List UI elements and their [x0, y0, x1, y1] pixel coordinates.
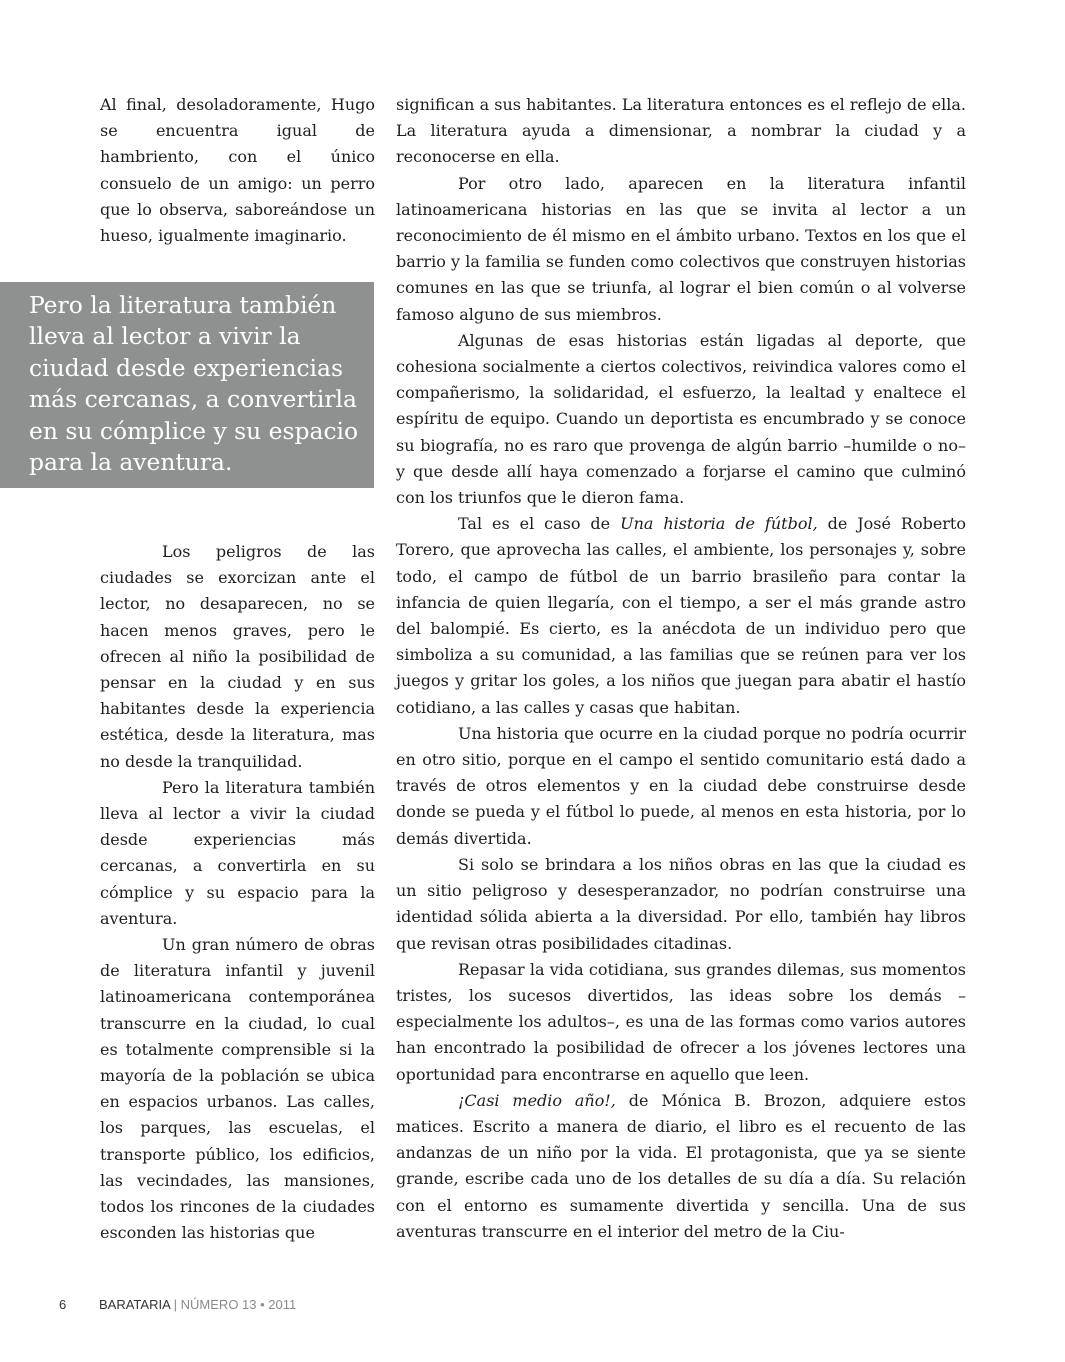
paragraph	[396, 511, 966, 721]
pull-quote-text: Pero la literatura también lleva al lector a vivir la ciudad desde experiencias más cercanas, a convertirla en su cómplice y su espacio para la aventura.	[29, 291, 359, 477]
issue-year: 2011	[268, 1297, 297, 1312]
text-run: de Mónica B. Brozon, adquiere estos matices. Escrito a manera de diario, el libro es el recuento de las andanzas de un niño por la vida. El protagonista, que ya se siente grande, escribe cada uno de los detalles de su día a día. Su relación con el entorno es sumamente divertida y sencilla. Una de sus aventuras transcurre en el interior del metro de la Ciu-	[396, 1090, 967, 1241]
paragraph: Un gran número de obras de literatura infantil y juvenil latinoamericana contemporánea transcurre en la ciudad, lo cual es totalmente comprensible si la mayoría de la población se ubica en espacios urbanos. Las calles, los parques, las escuelas, el transporte público, los edificios, las vecindades, las mansiones, todos los rincones de la ciudades esconden las historias que	[100, 935, 375, 1243]
paragraph: Por otro lado, aparecen en la literatura infantil latinoamericana historias en las que se invita al lector a un reconocimiento de él mismo en el ámbito urbano. Textos en los que el barrio y la familia se funden como colectivos que construyen historias comunes en las que se triunfa, al lograr el bien común o al volverse famoso alguno de sus miembros.	[396, 173, 966, 324]
magazine-name: BARATARIA	[99, 1297, 171, 1312]
footer-bullet: •	[256, 1297, 269, 1312]
left-column-bottom	[100, 539, 375, 1246]
paragraph: Si solo se brindara a los niños obras en las que la ciudad es un sitio peligroso y desesperanzador, no podrían construirse una identidad sólida abierta a la diversidad. Por ello, también hay libros que revisan otras posibilidades citadinas.	[396, 854, 966, 953]
pull-quote	[0, 282, 374, 488]
right-column	[396, 92, 966, 1245]
paragraph: significan a sus habitantes. La literatura entonces es el reflejo de ella. La literatura ayuda a dimensionar, a nombrar la ciudad y a reconocerse en ella.	[396, 95, 966, 167]
left-column-top	[100, 92, 375, 249]
paragraph: Los peligros de las ciudades se exorcizan ante el lector, no desaparecen, no se hacen menos graves, pero le ofrecen al niño la posibilidad de pensar en la ciudad y en sus habitantes desde la experiencia estética, desde la literatura, mas no desde la tranquilidad.	[100, 542, 375, 771]
text-run: Tal es el caso de	[458, 514, 621, 534]
book-title: Una historia de fútbol,	[620, 514, 818, 534]
footer-separator: |	[170, 1297, 181, 1312]
text-run: de José Roberto Torero, que aprovecha las calles, el ambiente, los personajes y, sobre todo, el campo de fútbol de un barrio brasileño para contar la infancia de quien llegaría, con el tiempo, a ser el más grande astro del balompié. Es cierto, es la anécdota de un individuo pero que simboliza a su comunidad, a las familias que se reúnen para ver los juegos y gritar los goles, a los niños que juegan para abatir el hastío cotidiano, a las calles y casas que habitan.	[396, 514, 966, 717]
book-title: ¡Casi medio año!,	[458, 1090, 616, 1110]
paragraph: Al final, desoladoramente, Hugo se encuentra igual de hambriento, con el único consuelo de un amigo: un perro que lo observa, saboreándose un hueso, igualmente imaginario.	[100, 95, 375, 246]
paragraph: Repasar la vida cotidiana, sus grandes dilemas, sus momentos tristes, los sucesos divertidos, las ideas sobre los demás –especialmente los adultos–, es una de las formas como varios autores han encontrado la posibilidad de ofrecer a los jóvenes lectores una oportunidad para encontrarse en aquello que leen.	[396, 959, 966, 1084]
paragraph	[396, 1088, 966, 1245]
page-footer	[59, 1297, 296, 1312]
paragraph: Algunas de esas historias están ligadas al deporte, que cohesiona socialmente a ciertos colectivos, reivindica valores como el compañerismo, la solidaridad, el esfuerzo, la lealtad y enaltece el espíritu de equipo. Cuando un deportista es encumbrado y se conoce su biografía, no es raro que provenga de algún barrio –humilde o no– y que desde allí haya comenzado a forjarse el camino que culminó con los triunfos que le dieron fama.	[396, 330, 966, 508]
paragraph: Una historia que ocurre en la ciudad porque no podría ocurrir en otro sitio, porque en el campo el sentido comunitario está dado a través de otros elementos y en la ciudad debe construirse desde donde se pueda y el fútbol lo puede, al menos en esta historia, por lo demás divertida.	[396, 723, 966, 848]
paragraph: Pero la literatura también lleva al lector a vivir la ciudad desde experiencias más cercanas, a convertirla en su cómplice y su espacio para la aventura.	[100, 777, 375, 928]
issue-number: NÚMERO 13	[180, 1297, 257, 1312]
page-number: 6	[59, 1297, 67, 1312]
